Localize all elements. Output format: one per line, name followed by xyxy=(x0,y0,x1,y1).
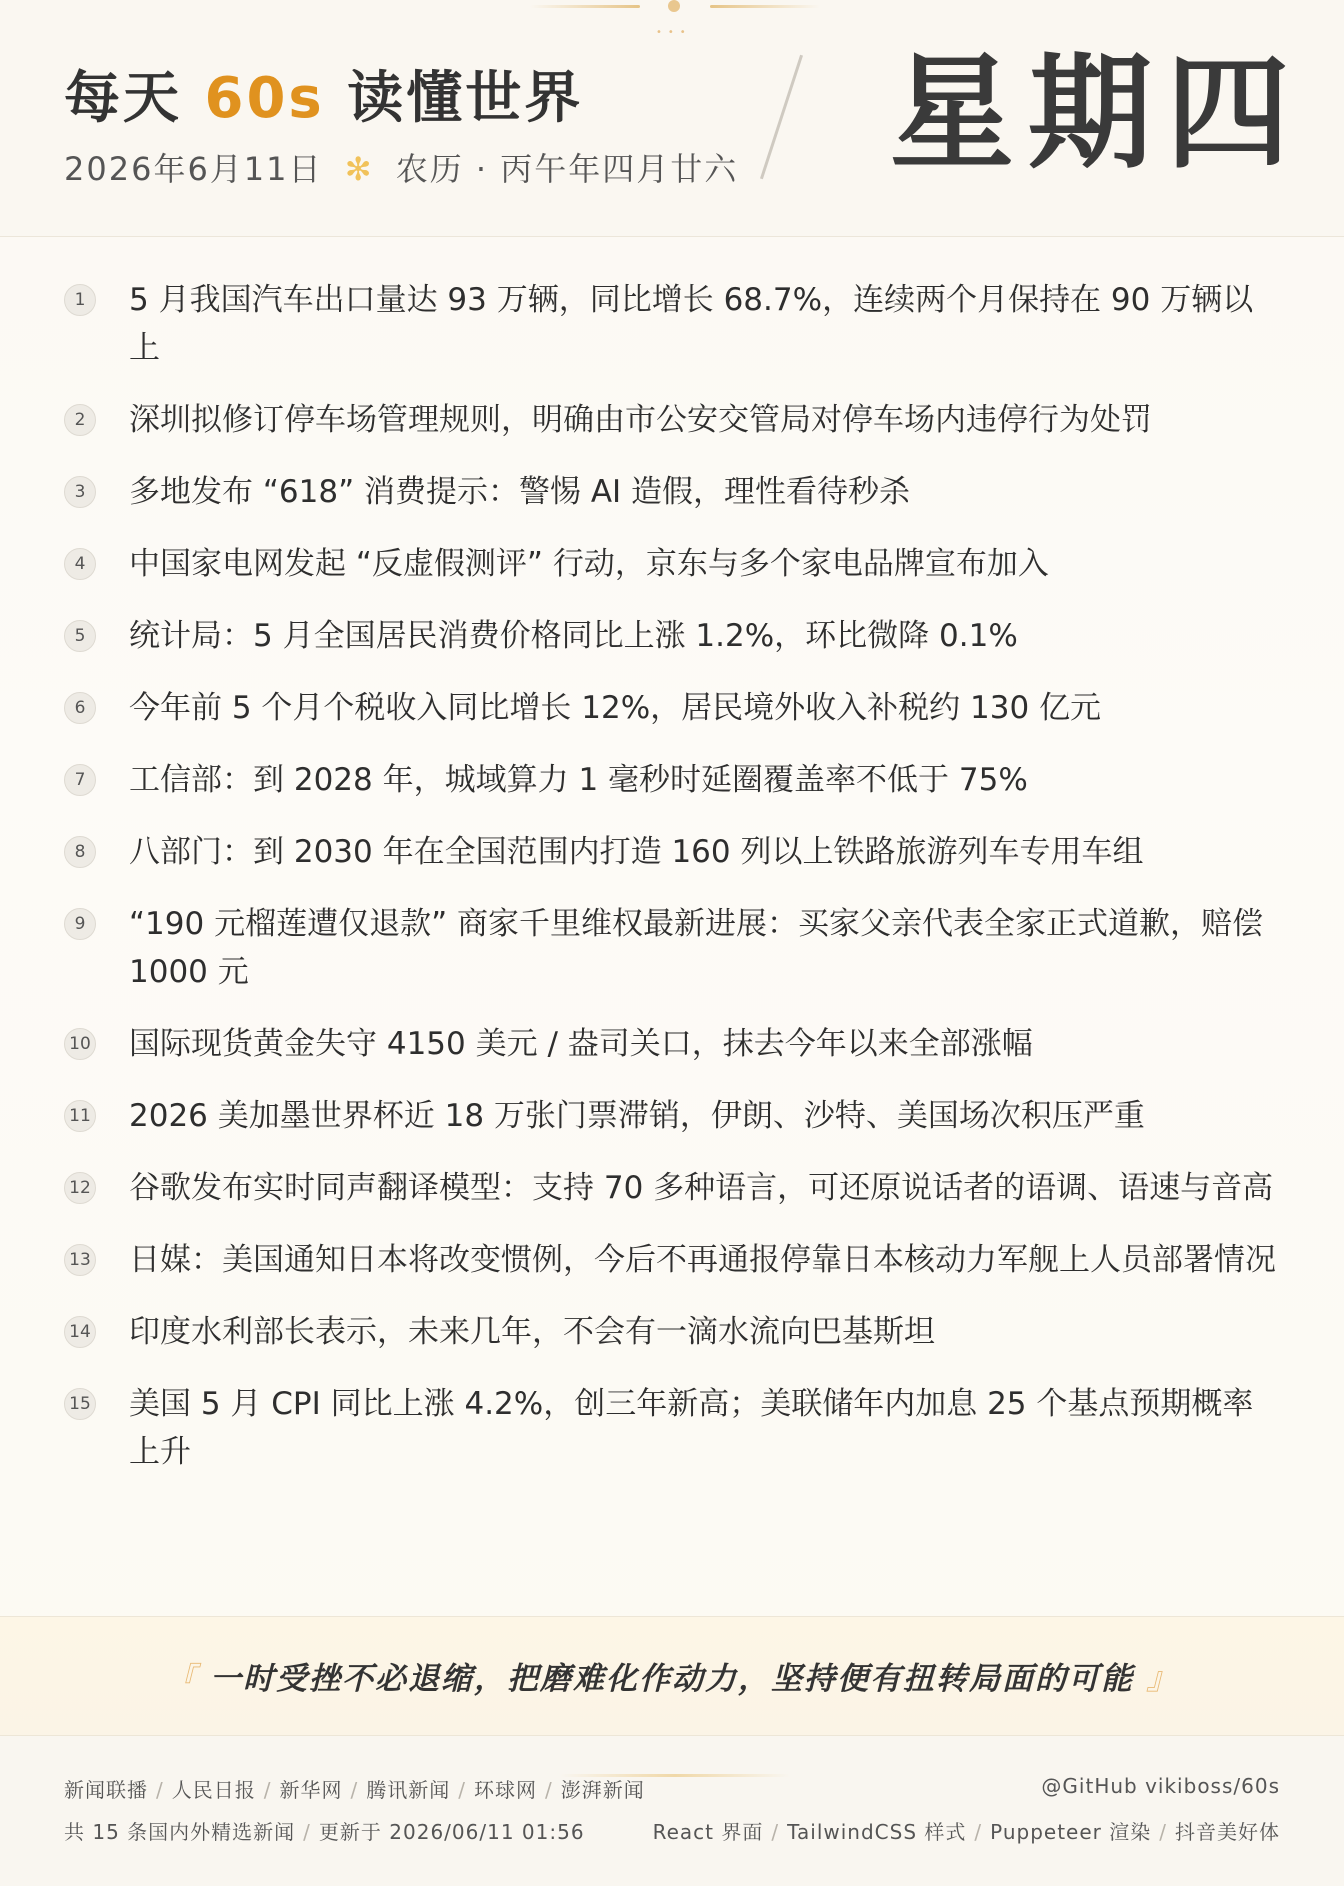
news-item xyxy=(0,396,1344,444)
news-item xyxy=(0,1164,1344,1212)
news-item xyxy=(0,1092,1344,1140)
news-number-badge: 15 xyxy=(64,1388,96,1420)
weekday: 星期四 xyxy=(890,42,1305,186)
news-text: 工信部：到 2028 年，城域算力 1 毫秒时延圈覆盖率不低于 75% xyxy=(129,762,1028,798)
news-item xyxy=(0,900,1344,996)
news-text: 日媒：美国通知日本将改变惯例，今后不再通报停靠日本核动力军舰上人员部署情况 xyxy=(129,1242,1276,1278)
quote-close-mark: 』 xyxy=(1146,1661,1179,1697)
tech-item: React 界面 xyxy=(652,1820,764,1844)
source-item: 新华网 xyxy=(279,1778,343,1802)
tech-item: 抖音美好体 xyxy=(1175,1820,1280,1844)
news-text: 八部门：到 2030 年在全国范围内打造 160 列以上铁路旅游列车专用车组 xyxy=(129,834,1144,870)
decor-dots: ••• xyxy=(656,27,692,38)
footer xyxy=(0,1736,1344,1886)
decor-line-right xyxy=(710,5,820,8)
news-number-badge: 14 xyxy=(64,1316,96,1348)
news-item xyxy=(0,684,1344,732)
news-number-badge: 6 xyxy=(64,692,96,724)
decor-line-left xyxy=(530,5,640,8)
news-text: 5 月我国汽车出口量达 93 万辆，同比增长 68.7%，连续两个月保持在 90 万辆以上 xyxy=(129,282,1254,366)
brand-accent: 60s xyxy=(204,66,325,131)
brand-suffix: 读懂世界 xyxy=(347,66,584,131)
news-item xyxy=(0,1236,1344,1284)
separator: / xyxy=(1159,1820,1167,1844)
news-number-badge: 7 xyxy=(64,764,96,796)
news-item xyxy=(0,540,1344,588)
news-item xyxy=(0,1020,1344,1068)
news-item xyxy=(0,1308,1344,1356)
news-text: 中国家电网发起 “反虚假测评” 行动，京东与多个家电品牌宣布加入 xyxy=(129,546,1049,582)
separator: / xyxy=(458,1778,466,1802)
news-text: 美国 5 月 CPI 同比上涨 4.2%，创三年新高；美联储年内加息 25 个基点预期概率上升 xyxy=(129,1386,1254,1470)
source-item: 澎湃新闻 xyxy=(560,1778,645,1802)
lunar-date: 农历 · 丙午年四月廿六 xyxy=(395,150,739,188)
separator: / xyxy=(156,1778,164,1802)
news-number-badge: 8 xyxy=(64,836,96,868)
brand-prefix: 每天 xyxy=(64,66,182,131)
news-number-badge: 1 xyxy=(64,284,96,316)
divider-slash xyxy=(760,55,803,180)
decor-dot xyxy=(668,0,680,12)
news-text: 统计局：5 月全国居民消费价格同比上涨 1.2%，环比微降 0.1% xyxy=(129,618,1018,654)
quote-open-mark: 『 xyxy=(165,1661,198,1697)
separator: / xyxy=(303,1820,311,1844)
news-number-badge: 5 xyxy=(64,620,96,652)
source-item: 新闻联播 xyxy=(64,1778,148,1802)
news-number-badge: 10 xyxy=(64,1028,96,1060)
daily-quote xyxy=(0,1653,1344,1698)
news-item xyxy=(0,468,1344,516)
sparkle-icon: ✻ xyxy=(344,150,374,188)
source-item: 环球网 xyxy=(474,1778,537,1802)
separator: / xyxy=(263,1778,272,1802)
news-item xyxy=(0,612,1344,660)
news-number-badge: 13 xyxy=(64,1244,96,1276)
news-item xyxy=(0,1380,1344,1476)
separator: / xyxy=(771,1820,780,1844)
news-item xyxy=(0,276,1344,372)
news-text: 深圳拟修订停车场管理规则，明确由市公安交管局对停车场内违停行为处罚 xyxy=(129,402,1152,438)
news-number-badge: 12 xyxy=(64,1172,96,1204)
quote-band xyxy=(0,1616,1344,1736)
news-text: 谷歌发布实时同声翻译模型：支持 70 多种语言，可还原说话者的语调、语速与音高 xyxy=(129,1170,1274,1206)
tech-item: Puppeteer 渲染 xyxy=(990,1820,1152,1844)
news-text: 印度水利部长表示，未来几年，不会有一滴水流向巴基斯坦 xyxy=(129,1314,935,1350)
news-text: “190 元榴莲遭仅退款” 商家千里维权最新进展：买家父亲代表全家正式道歉，赔偿 1000 元 xyxy=(129,906,1263,990)
header xyxy=(0,0,1344,237)
news-text: 今年前 5 个月个税收入同比增长 12%，居民境外收入补税约 130 亿元 xyxy=(129,690,1102,726)
top-decoration xyxy=(530,0,820,40)
separator: / xyxy=(974,1820,983,1844)
news-text: 国际现货黄金失守 4150 美元 / 盎司关口，抹去今年以来全部涨幅 xyxy=(129,1026,1033,1062)
tech-credits xyxy=(653,1816,1280,1845)
update-time: 更新于 2026/06/11 01:56 xyxy=(318,1820,585,1844)
news-sources xyxy=(64,1774,645,1803)
news-number-badge: 2 xyxy=(64,404,96,436)
news-item xyxy=(0,756,1344,804)
brand-title xyxy=(64,54,583,134)
news-text: 多地发布 “618” 消费提示：警惕 AI 造假，理性看待秒杀 xyxy=(129,474,911,510)
quote-text: 一时受挫不必退缩，把磨难化作动力，坚持便有扭转局面的可能 xyxy=(210,1661,1134,1697)
gregorian-date: 2026年6月11日 xyxy=(64,150,323,188)
source-item: 人民日报 xyxy=(171,1778,256,1802)
news-list xyxy=(0,276,1344,1500)
footer-meta xyxy=(64,1816,585,1845)
github-credit[interactable]: @GitHub vikiboss/60s xyxy=(1041,1774,1280,1798)
news-item xyxy=(0,828,1344,876)
source-item: 腾讯新闻 xyxy=(366,1778,451,1802)
news-text: 2026 美加墨世界杯近 18 万张门票滞销，伊朗、沙特、美国场次积压严重 xyxy=(129,1098,1145,1134)
separator: / xyxy=(350,1778,359,1802)
news-number-badge: 4 xyxy=(64,548,96,580)
news-number-badge: 9 xyxy=(64,908,96,940)
news-number-badge: 3 xyxy=(64,476,96,508)
news-count: 共 15 条国内外精选新闻 xyxy=(64,1820,296,1844)
news-number-badge: 11 xyxy=(64,1100,96,1132)
separator: / xyxy=(545,1778,553,1802)
tech-item: TailwindCSS 样式 xyxy=(787,1820,967,1844)
date-line xyxy=(64,144,738,190)
